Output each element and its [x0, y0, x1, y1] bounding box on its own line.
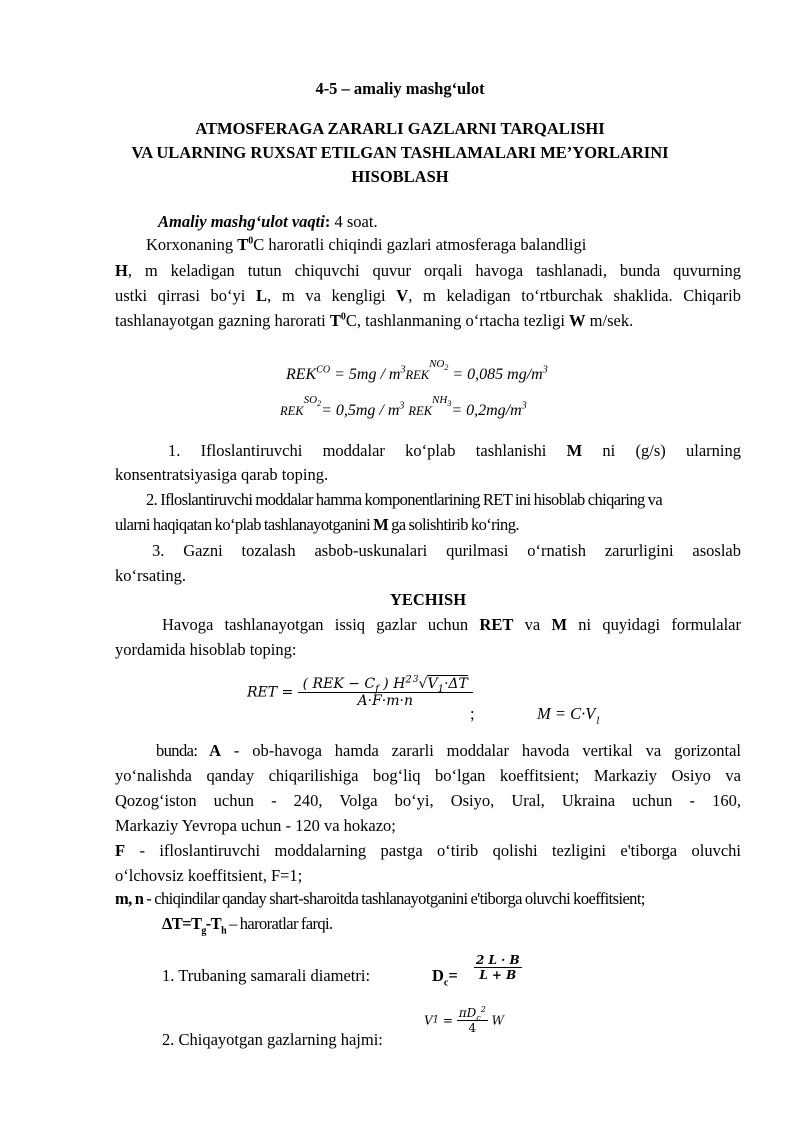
- rek-line-2: [280, 393, 527, 420]
- ret-num-root-index: 3: [412, 675, 419, 686]
- v1-eq: =: [439, 1013, 457, 1028]
- def-A-symbol: A: [209, 741, 222, 760]
- task-2-line-2: [115, 512, 519, 538]
- solution-line-2: yordamida hisoblab toping:: [115, 640, 297, 659]
- intro-H: H: [115, 261, 128, 280]
- rek-no2-unit-exp: 3: [542, 364, 548, 376]
- rek-line-1: [286, 357, 548, 384]
- task-3-line-1: 3. Gazni tozalash asbob-uskunalari qurilmasi o‘rnatish zarurligini asoslab: [152, 541, 741, 560]
- intro-text-p4a: tashlanayotgan gazning harorati: [115, 311, 330, 330]
- v1-symbol: V: [424, 1013, 433, 1028]
- task-2-M: M: [373, 515, 389, 534]
- time-label: Amaliy mashg‘ulot vaqti: [158, 212, 325, 231]
- v1-num-sub: c: [476, 1013, 481, 1023]
- item-1-label: 1. Trubaning samarali diametri:: [162, 966, 371, 985]
- intro-text-p4b: C, tashlanmaning o‘rtacha tezligi: [345, 311, 570, 330]
- solution-line-1: [162, 612, 741, 638]
- dc-fraction-inner: [474, 953, 522, 982]
- time-value: 4 soat.: [330, 212, 378, 231]
- intro-W: W: [569, 311, 586, 330]
- dc-fraction: [474, 953, 522, 982]
- rek-no2-sup-sub: 2: [444, 362, 449, 372]
- task-2-text-b: ularni haqiqatan ko‘plab tashlanayotganini: [115, 515, 374, 534]
- def-dT-sub-g: g: [201, 925, 206, 937]
- v1-num-exp: 2: [480, 1005, 486, 1014]
- def-dT-dash: -T: [205, 914, 222, 933]
- rek-so2-sup-sub: 2: [317, 398, 322, 408]
- ret-num-root-v: V: [427, 676, 438, 692]
- topic-title-line-1: ATMOSFERAGA ZARARLI GAZLARNI TARQALISHI: [195, 119, 605, 138]
- v1-sub: 1: [432, 1014, 440, 1026]
- solution-heading: YECHISH: [389, 590, 467, 609]
- def-mn-symbol: m, n: [115, 889, 144, 908]
- def-A-line-2: yo‘nalishda qanday chiqarilishiga bog‘liq bo‘lgan koeffitsient; Markaziy Osiyo va: [115, 766, 741, 785]
- rek-co-unit-exp: 3: [400, 364, 406, 376]
- ret-num-root-dt: ·ΔT: [443, 676, 468, 692]
- rek-nh3-sup: [432, 394, 451, 406]
- def-dT-sub-h: h: [221, 925, 227, 937]
- ret-num-h-exp: 2: [405, 674, 412, 686]
- m-formula-text: M = C·V: [537, 704, 596, 723]
- ret-num-sub-f: f: [375, 683, 379, 695]
- rek-nh3-unit-exp: 3: [521, 400, 527, 412]
- intro-text-p2: , m keladigan tutun chiquvchi quvur orqali havoga tashlanadi, bunda quvurning: [127, 261, 741, 280]
- def-A-text-1: - ob-havoga hamda zararli moddalar havoda vertikal va gorizontal: [221, 741, 741, 760]
- ret-formula-numerator: [298, 676, 473, 693]
- def-F-text-1: - ifloslantiruvchi moddalarning pastga o‘tirib qolishi tezligini e'tiborga oluvchi: [125, 841, 741, 860]
- intro-line-4: [115, 308, 633, 334]
- solution-RET: RET: [479, 615, 514, 634]
- def-mn-text: - chiqindilar qanday shart-sharoitda tashlanayotganini e'tiborga oluvchi koeffitsient;: [143, 889, 645, 908]
- v1-denominator: 4: [468, 1021, 477, 1035]
- ret-formula: [247, 676, 473, 709]
- ret-formula-semicolon: ;: [470, 704, 475, 723]
- solution-text-c: ni quyidagi formulalar: [567, 615, 741, 634]
- intro-text-p3c: , m keladigan to‘rtburchak shaklida. Chiqarib: [408, 286, 741, 305]
- ret-formula-lhs: RET: [247, 684, 278, 701]
- task-2-text-c: ga solishtirib ko‘ring.: [388, 515, 519, 534]
- rek-nh3-sup-sub: 3: [447, 398, 452, 408]
- v1-fraction: [457, 1006, 488, 1035]
- v1-num-text: πD: [458, 1006, 477, 1020]
- rek-so2-sup: [304, 394, 321, 406]
- dc-eq: =: [448, 966, 458, 985]
- rek-co-label: REK: [286, 366, 317, 383]
- lesson-title: 4-5 – amaliy mashg‘ulot: [315, 79, 485, 98]
- intro-text-p3b: , m va kengligi: [267, 286, 397, 305]
- ret-num-part-2: ) H: [378, 676, 406, 692]
- v1-numerator: [457, 1006, 488, 1021]
- solution-text-b: va: [513, 615, 552, 634]
- intro-superscript-zero-2: 0: [340, 311, 346, 323]
- rek-nh3-value: = 0,2mg/m: [451, 402, 522, 419]
- def-A-line-4: Markaziy Yevropa uchun - 120 va hokazo;: [115, 816, 396, 835]
- ret-num-part-1: ( REK − C: [302, 676, 376, 692]
- def-A-line-3: Qozog‘iston uchun - 240, Volga bo‘yi, Osiyo, Ural, Ukraina uchun - 160,: [115, 791, 741, 810]
- task-2-line-1: 2. Ifloslantiruvchi moddalar hamma komponentlarining RET ini hisoblab chiqaring va: [146, 490, 663, 509]
- solution-text-a: Havoga tashlanayotgan issiq gazlar uchun: [162, 615, 480, 634]
- intro-text-a: Korxonaning: [146, 235, 238, 254]
- intro-text-p3a: ustki qirrasi bo‘yi: [115, 286, 257, 305]
- intro-T: T: [237, 235, 249, 254]
- intro-line-1: [146, 232, 586, 258]
- root-icon: √: [418, 676, 428, 692]
- intro-V: V: [396, 286, 409, 305]
- topic-title-line-2: VA ULARNING RUXSAT ETILGAN TASHLAMALARI ME’YORLARINI: [131, 143, 669, 162]
- intro-superscript-zero: 0: [248, 235, 254, 247]
- rek-so2-sup-text: SO: [303, 393, 318, 406]
- task-1-line-2: konsentratsiyasiga qarab toping.: [115, 465, 329, 484]
- ret-num-root-body: [427, 675, 468, 695]
- ret-num-root-v-sub: 1: [437, 683, 444, 695]
- rek-no2-label: REK: [405, 368, 430, 382]
- def-bunda: bunda:: [156, 741, 210, 760]
- def-F-line-1: [115, 838, 741, 864]
- intro-T2: T: [329, 311, 341, 330]
- ret-formula-eq: =: [277, 684, 298, 701]
- solution-M: M: [551, 615, 568, 634]
- rek-no2-value: = 0,085 mg/m: [448, 366, 543, 383]
- def-mn-line: [115, 886, 755, 912]
- dc-denominator: L + B: [479, 968, 517, 982]
- dc-numerator: 2 L · B: [476, 953, 520, 967]
- v1-formula: [424, 1006, 504, 1035]
- task-1-M: M: [566, 441, 583, 460]
- task-3-line-2: ko‘rsating.: [115, 566, 187, 585]
- task-1-text-b: ni (g/s) ularning: [582, 441, 741, 460]
- dc-sub: c: [443, 977, 449, 989]
- task-1-text-a: 1. Ifloslantiruvchi moddalar ko‘plab tashlanishi: [168, 441, 567, 460]
- def-dT-symbol: ΔT=T: [162, 914, 202, 933]
- def-F-symbol: F: [115, 841, 126, 860]
- item-1-formula-lhs: [432, 963, 458, 989]
- rek-no2-sup: [429, 358, 448, 370]
- dc-symbol: D: [432, 966, 444, 985]
- intro-text-b: C haroratli chiqindi gazlari atmosferaga balandligi: [253, 235, 587, 254]
- m-formula-sub: 1: [595, 715, 601, 727]
- rek-co-sup: CO: [316, 364, 331, 376]
- rek-so2-label: REK: [280, 404, 304, 418]
- intro-text-p4c: m/sek.: [585, 311, 634, 330]
- item-2-label: 2. Chiqayotgan gazlarning hajmi:: [162, 1030, 383, 1049]
- rek-nh3-label: REK: [408, 404, 433, 418]
- rek-so2-value: = 0,5mg / m: [321, 402, 400, 419]
- intro-L: L: [256, 286, 268, 305]
- ret-formula-fraction: [298, 676, 473, 709]
- def-dT-text: – haroratlar farqi.: [226, 914, 333, 933]
- def-dT-line: [162, 911, 333, 937]
- task-1-line-1: [168, 438, 741, 464]
- rek-so2-unit-exp: 3: [399, 400, 405, 412]
- rek-nh3-sup-text: NH: [432, 393, 448, 406]
- intro-line-3: [115, 283, 741, 309]
- def-A-line-1: [156, 738, 741, 764]
- time-colon: :: [324, 212, 331, 231]
- def-F-line-2: o‘lchovsiz koeffitsient, F=1;: [115, 866, 303, 885]
- m-formula: [537, 701, 600, 727]
- topic-title-line-3: HISOBLASH: [351, 167, 449, 186]
- rek-no2-sup-text: NO: [429, 357, 445, 370]
- v1-w: W: [487, 1013, 504, 1028]
- intro-line-2: [115, 258, 741, 284]
- ret-formula-denominator: A·F·m·n: [357, 693, 413, 709]
- rek-co-value: = 5mg / m: [330, 366, 401, 383]
